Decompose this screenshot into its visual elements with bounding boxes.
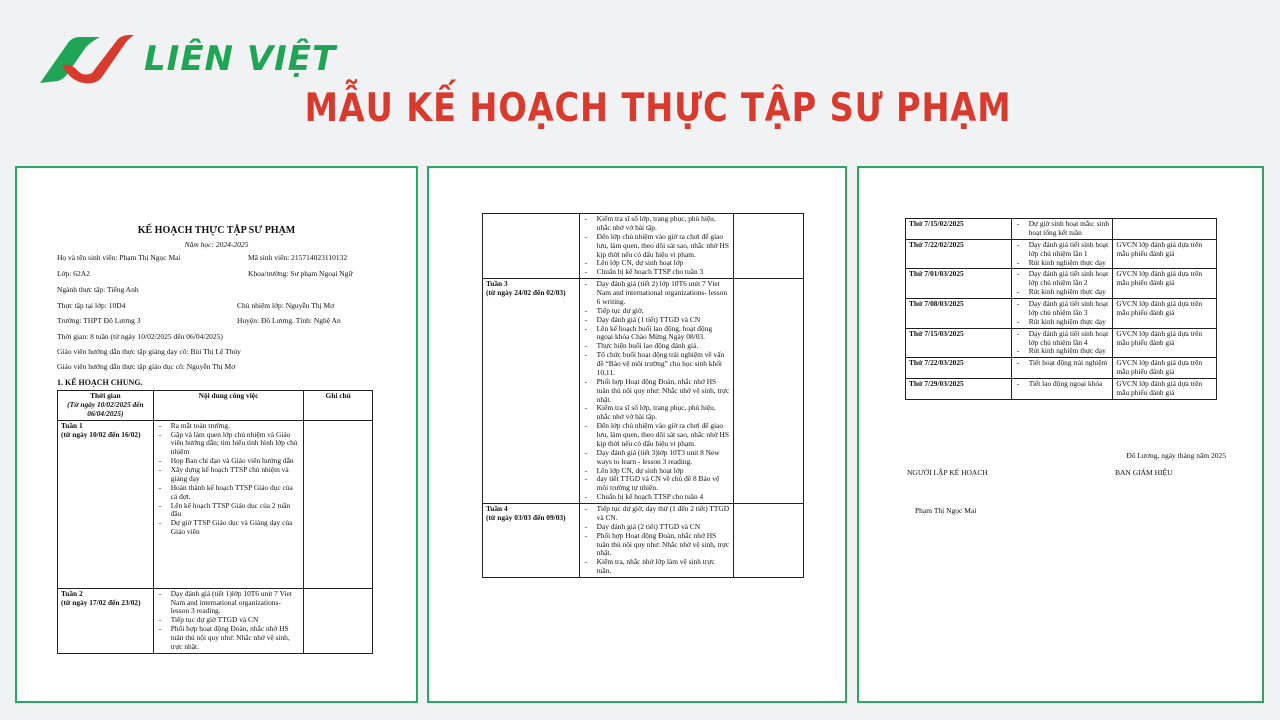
task-item: - Rút kinh nghiệm thực dạy: [1015, 288, 1110, 297]
task-item: - Lên lớp CN, dự sinh hoạt lớp: [583, 259, 731, 268]
student-name: Họ và tên sinh viên: Phạm Thị Ngọc Mai: [57, 253, 181, 262]
brand-logo: [38, 33, 336, 85]
note-cell: [304, 588, 373, 653]
note-cell: GVCN lớp đánh giá dựa trên mẫu phiếu đánh giá: [1113, 239, 1217, 269]
table-row: [906, 219, 1217, 240]
table-row: [483, 214, 804, 279]
task-item: - Phối hợp Hoạt động Đoàn, nhắc nhở HS tuân thủ nội quy như: Nhắc nhở vệ sinh, trực nhật.: [583, 532, 731, 559]
section-heading: 1. KẾ HOẠCH CHUNG.: [57, 378, 143, 387]
note-cell: GVCN lớp đánh giá dựa trên mẫu phiếu đánh giá: [1113, 358, 1217, 379]
task-item: - Phối hợp Hoạt động Đoàn, nhắc nhở HS tuân thủ nội quy như: Nhắc nhở vệ sinh, trực nhật.: [583, 378, 731, 405]
week-cell: [483, 214, 580, 279]
table-row: [906, 379, 1217, 400]
note-cell: [734, 504, 804, 578]
note-cell: [304, 420, 373, 588]
note-cell: GVCN lớp đánh giá dựa trên mẫu phiếu đánh giá: [1113, 269, 1217, 299]
tasks-cell: [1011, 239, 1113, 269]
date-cell: Thứ 7/15/03/2025: [906, 328, 1012, 358]
task-item: - Kiểm tra, nhắc nhở lớp làm vệ sinh trực tuần.: [583, 558, 731, 576]
planner-label: NGƯỜI LẬP KẾ HOẠCH: [907, 468, 988, 477]
table-row: [906, 239, 1217, 269]
week-cell: Tuần 4 (từ ngày 03/03 đến 09/03): [483, 504, 580, 578]
note-cell: [1113, 219, 1217, 240]
tasks-cell: [1011, 299, 1113, 329]
task-item: - Kiểm tra sĩ số lớp, trang phục, phù hiệu, nhắc nhở vở bài tập.: [583, 404, 731, 422]
week-cell: Tuần 3 (từ ngày 24/02 đến 02/03): [483, 279, 580, 504]
date-cell: Thứ 7/08/03/2025: [906, 299, 1012, 329]
week-cell: Tuần 1 (từ ngày 10/02 đến 16/02): [58, 420, 154, 588]
task-item: - Lên lớp CN, dự sinh hoạt lớp: [583, 467, 731, 476]
document-page-3: [857, 166, 1264, 703]
task-item: - Tiếp tục dự giờ, dạy thử (1 đến 2 tiết) TTGD và CN.: [583, 505, 731, 523]
teaching-mentor: Giáo viên hướng dẫn thực tập giảng dạy cô: Bùi Thị Lệ Thủy: [57, 347, 241, 356]
table-row: [906, 299, 1217, 329]
table-row: [906, 328, 1217, 358]
task-item: - Kiểm tra sĩ số lớp, trang phục, phù hiệu, nhắc nhở vở bài tập.: [583, 215, 731, 233]
task-item: - Dự giờ TTSP Giáo dục và Giảng dạy của Giáo viên: [157, 519, 301, 537]
tasks-cell: [153, 588, 304, 653]
header-time: Thời gian (Từ ngày 10/02/2025 đến 06/04/2025): [58, 391, 154, 421]
task-item: - Dạy đánh giá tiết sinh hoạt lớp chủ nhiệm lần 3: [1015, 300, 1110, 318]
duration: Thời gian: 8 tuần (từ ngày 10/02/2025 đến 06/04/2025): [57, 332, 223, 341]
task-item: - Hoàn thành kế hoạch TTSP Giáo dục của cả đợt.: [157, 484, 301, 502]
major: Ngành thực tập: Tiếng Anh: [57, 285, 139, 294]
task-item: - Đến lớp chủ nhiệm vào giờ ra chơi để giao lưu, làm quen, theo dõi sát sao, nhắc nhở HS kịp thời nếu có dấu hiệu vi phạm.: [583, 422, 731, 449]
date-cell: Thứ 7/22/03/2025: [906, 358, 1012, 379]
brand-name: LIÊN VIỆT: [144, 39, 337, 79]
tasks-cell: [1011, 358, 1113, 379]
task-item: - Ra mắt toàn trường.: [157, 422, 301, 431]
date-cell: Thứ 7/29/03/2025: [906, 379, 1012, 400]
student-class: Lớp: 62A2: [57, 269, 90, 278]
task-item: - Dạy đánh giá (tiết 3)lớp 10T3 unit 8 New ways to learn - lesson 3 reading.: [583, 449, 731, 467]
task-item: - Tiếp tục dự giờ,: [583, 307, 731, 316]
tasks-cell: [579, 214, 734, 279]
task-item: - Dạy đánh giá (tiết 1)lớp 10T6 unit 7 Viet Nam and international organizations- lesson 3 reading.: [157, 590, 301, 617]
table-row: [58, 420, 373, 588]
task-item: - Dạy đánh giá tiết sinh hoạt lớp chủ nhiệm lần 4: [1015, 330, 1110, 348]
task-item: - Rút kinh nghiệm thực dạy: [1015, 318, 1110, 327]
table-row: [906, 269, 1217, 299]
education-mentor: Giáo viên hướng dẫn thực tập giáo dục cô: Nguyễn Thị Mơ: [57, 362, 236, 371]
task-item: - Dạy đánh giá (1 tiết) TTGD và CN: [583, 316, 731, 325]
banner-title: MẪU KẾ HOẠCH THỰC TẬP SƯ PHẠM: [304, 86, 1012, 131]
task-item: - Rút kinh nghiệm thực dạy: [1015, 347, 1110, 356]
task-item: - Dạy đánh giá (tiết 2) lớp 10T6 unit 7 Viet Nam and international organizations- lesson 6 writing.: [583, 280, 731, 307]
tasks-cell: [1011, 219, 1113, 240]
tasks-cell: [1011, 379, 1113, 400]
table-row: [483, 504, 804, 578]
planner-name: Phạm Thị Ngọc Mai: [915, 506, 977, 515]
task-item: - Chuẩn bị kế hoạch TTSP cho tuần 4: [583, 493, 731, 502]
tasks-cell: [153, 420, 304, 588]
doc-subtitle: Năm học: 2024-2025: [184, 240, 249, 249]
task-item: - Phối hợp hoạt động Đoàn, nhắc nhở HS tuân thủ nội quy như: Nhắc nhở vệ sinh, trực nhật.: [157, 625, 301, 652]
task-item: - Rút kinh nghiệm thực dạy: [1015, 259, 1110, 268]
doc-title: KẾ HOẠCH THỰC TẬP SƯ PHẠM: [137, 225, 296, 236]
table-row: [483, 279, 804, 504]
task-item: - Thực hiện buổi lao động đánh giá.: [583, 342, 731, 351]
signature-date-line: Đô Lương, ngày tháng năm 2025: [1126, 451, 1226, 460]
intern-class: Thực tập tại lớp: 10D4: [57, 301, 126, 310]
document-page-1: [15, 166, 418, 703]
task-item: - Lên kế hoạch TTSP Giáo dục của 2 tuần đầu: [157, 502, 301, 520]
header-content: Nội dung công việc: [153, 391, 304, 421]
task-item: - Tiết lao động ngoại khóa: [1015, 380, 1110, 389]
homeroom-teacher: Chủ nhiệm lớp: Nguyễn Thị Mơ: [237, 301, 335, 310]
district: Huyện: Đô Lương. Tỉnh: Nghệ An: [237, 316, 341, 325]
task-item: - Dạy đánh giá tiết sinh hoạt lớp chủ nhiệm lần 1: [1015, 241, 1110, 259]
table-header-row: [58, 391, 373, 421]
week-cell: Tuần 2 (từ ngày 17/02 đến 23/02): [58, 588, 154, 653]
note-cell: [734, 279, 804, 504]
tasks-cell: [1011, 269, 1113, 299]
board-label: BAN GIÁM HIỆU: [1115, 468, 1173, 477]
task-item: - Lên kế hoạch buổi lao động, hoạt động ngoại khóa Chào Mừng Ngày 08/03.: [583, 325, 731, 343]
task-item: - Tiếp tục dự giờ TTGD và CN: [157, 616, 301, 625]
faculty: Khoa/trường: Sư phạm Ngoại Ngữ: [248, 269, 353, 278]
tasks-cell: [1011, 328, 1113, 358]
task-item: - Dự giờ sinh hoạt mẫu: sinh hoạt tổng kết tuần: [1015, 220, 1110, 238]
task-item: - Chuẩn bị kế hoạch TTSP cho tuần 3: [583, 268, 731, 277]
student-id: Mã sinh viên: 215714023110132: [248, 253, 348, 262]
task-item: - Họp Ban chỉ đạo và Giáo viên hướng dẫn: [157, 457, 301, 466]
plan-table-page-3: [905, 218, 1217, 400]
task-item: - dạy tiết TTGD và CN về chủ đề 8 Bảo vệ môi trường tự nhiên.: [583, 475, 731, 493]
note-cell: GVCN lớp đánh giá dựa trên mẫu phiếu đánh giá: [1113, 299, 1217, 329]
table-row: [906, 358, 1217, 379]
note-cell: [734, 214, 804, 279]
document-page-2: [427, 166, 847, 703]
tasks-cell: [579, 504, 734, 578]
table-row: [58, 588, 373, 653]
note-cell: GVCN lớp đánh giá dựa trên mẫu phiếu đánh giá: [1113, 379, 1217, 400]
note-cell: GVCN lớp đánh giá dựa trên mẫu phiếu đánh giá: [1113, 328, 1217, 358]
task-item: - Xây dựng kế hoạch TTSP chủ nhiệm và giảng dạy: [157, 466, 301, 484]
task-item: - Gặp và làm quen lớp chủ nhiệm và Giáo viên hướng dẫn; tìm hiểu tình hình lớp chủ nhiệm: [157, 431, 301, 458]
task-item: - Dạy đánh giá (2 tiết) TTGD và CN: [583, 523, 731, 532]
plan-table-page-1: [57, 390, 373, 654]
header-notes: Ghi chú: [304, 391, 373, 421]
school: Trường: THPT Đô Lương 3: [57, 316, 141, 325]
task-item: - Tổ chức buổi hoạt động trải nghiệm về vấn đề “Bảo vệ môi trường” cho học sinh khối 10,11.: [583, 351, 731, 378]
date-cell: Thứ 7/15/02/2025: [906, 219, 1012, 240]
task-item: - Tiết hoạt động trải nghiệm: [1015, 359, 1110, 368]
task-item: - Đến lớp chủ nhiệm vào giờ ra chơi để giao lưu, làm quen, theo dõi sát sao, nhắc nhở HS kịp thời nếu có dấu hiệu vi phạm.: [583, 233, 731, 260]
date-cell: Thứ 7/01/03/2025: [906, 269, 1012, 299]
task-item: - Dạy đánh giá tiết sinh hoạt lớp chủ nhiệm lần 2: [1015, 270, 1110, 288]
tasks-cell: [579, 279, 734, 504]
plan-table-page-2: [482, 213, 804, 578]
date-cell: Thứ 7/22/02/2025: [906, 239, 1012, 269]
lien-viet-logo-icon: [38, 33, 136, 85]
